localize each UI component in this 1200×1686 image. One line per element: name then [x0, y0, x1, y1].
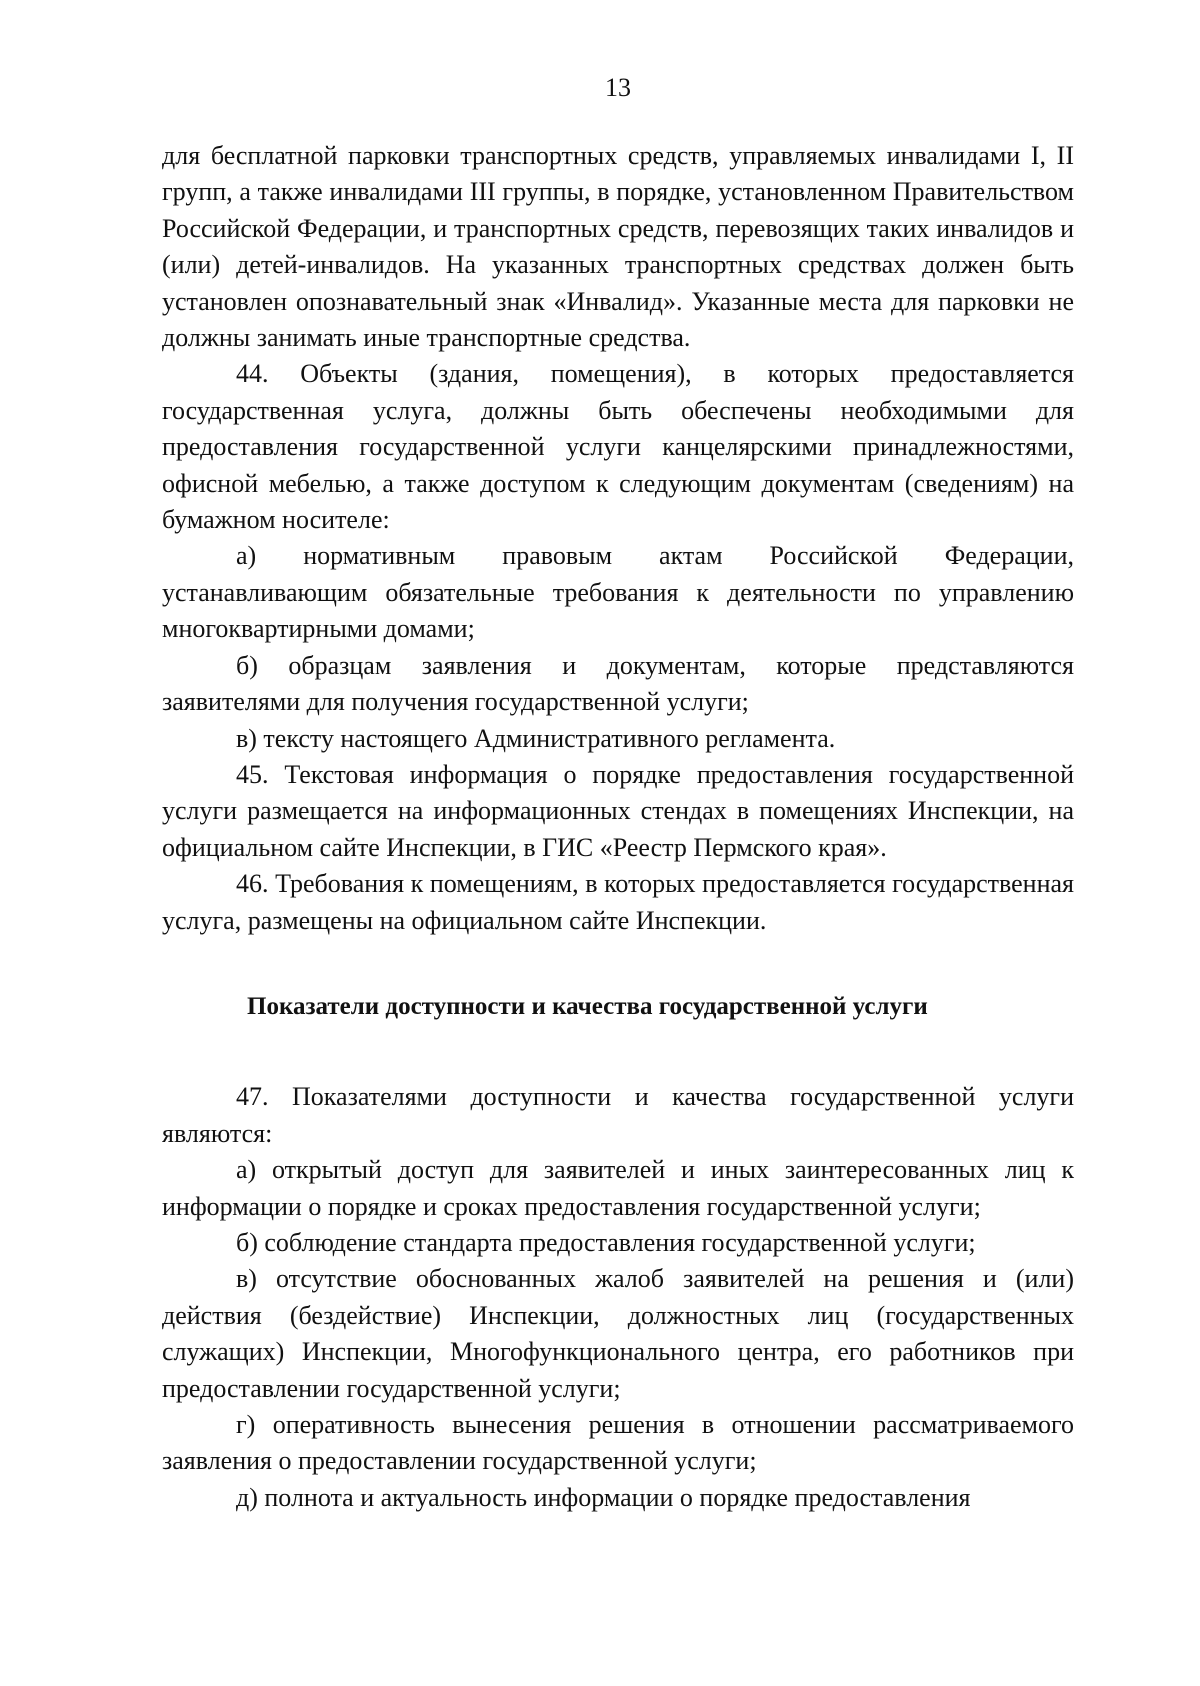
paragraph-45: 45. Текстовая информация о порядке предоставления государственной услуги размещается на информационных стендах в помещениях Инспекции, на официальном сайте Инспекции, в ГИС «Реестр Пермского края». [162, 759, 1074, 862]
paragraph-continuation: для бесплатной парковки транспортных средств, управляемых инвалидами I, II групп, а также инвалидами III группы, в порядке, установленном Правительством Российской Федерации, и транспортных средств, перевозящих таких инвалидов и (или) детей-инвалидов. На указанных транспортных средствах должен быть установлен опознавательный знак «Инвалид». Указанные места для парковки не должны занимать иные транспортные средства. [162, 141, 1074, 353]
paragraph-47-d: г) оперативность вынесения решения в отношении рассматриваемого заявления о предоставлении государственной услуги; [162, 1410, 1074, 1476]
section-heading: Показатели доступности и качества государственной услуги [247, 992, 928, 1020]
paragraph-47-a: а) открытый доступ для заявителей и иных заинтересованных лиц к информации о порядке и сроках предоставления государственной услуги; [162, 1155, 1074, 1221]
paragraph-46: 46. Требования к помещениям, в которых предоставляется государственная услуга, размещены на официальном сайте Инспекции. [162, 869, 1074, 935]
paragraph-44-a: а) нормативным правовым актам Российской Федерации, устанавливающим обязательные требования к деятельности по управлению многоквартирными домами; [162, 541, 1074, 644]
page-number: 13 [605, 73, 631, 102]
paragraph-44-c: в) тексту настоящего Административного регламента. [236, 723, 836, 753]
document-body [162, 138, 1074, 1516]
paragraph-47: 47. Показателями доступности и качества государственной услуги являются: [162, 1082, 1074, 1148]
paragraph-47-c: в) отсутствие обоснованных жалоб заявителей на решения и (или) действия (бездействие) Инспекции, должностных лиц (государственных служащих) Инспекции, Многофункционального центра, его работников при предоставлении государственной услуги; [162, 1264, 1074, 1403]
paragraph-47-b: б) соблюдение стандарта предоставления государственной услуги; [236, 1227, 976, 1257]
paragraph-44: 44. Объекты (здания, помещения), в которых предоставляется государственная услуга, должны быть обеспечены необходимыми для предоставления государственной услуги канцелярскими принадлежностями, офисной мебелью, а также доступом к следующим документам (сведениям) на бумажном носителе: [162, 359, 1074, 535]
paragraph-44-b: б) образцам заявления и документам, которые представляются заявителями для получения государственной услуги; [162, 650, 1074, 717]
paragraph-47-e: д) полнота и актуальность информации о порядке предоставления [236, 1482, 971, 1512]
